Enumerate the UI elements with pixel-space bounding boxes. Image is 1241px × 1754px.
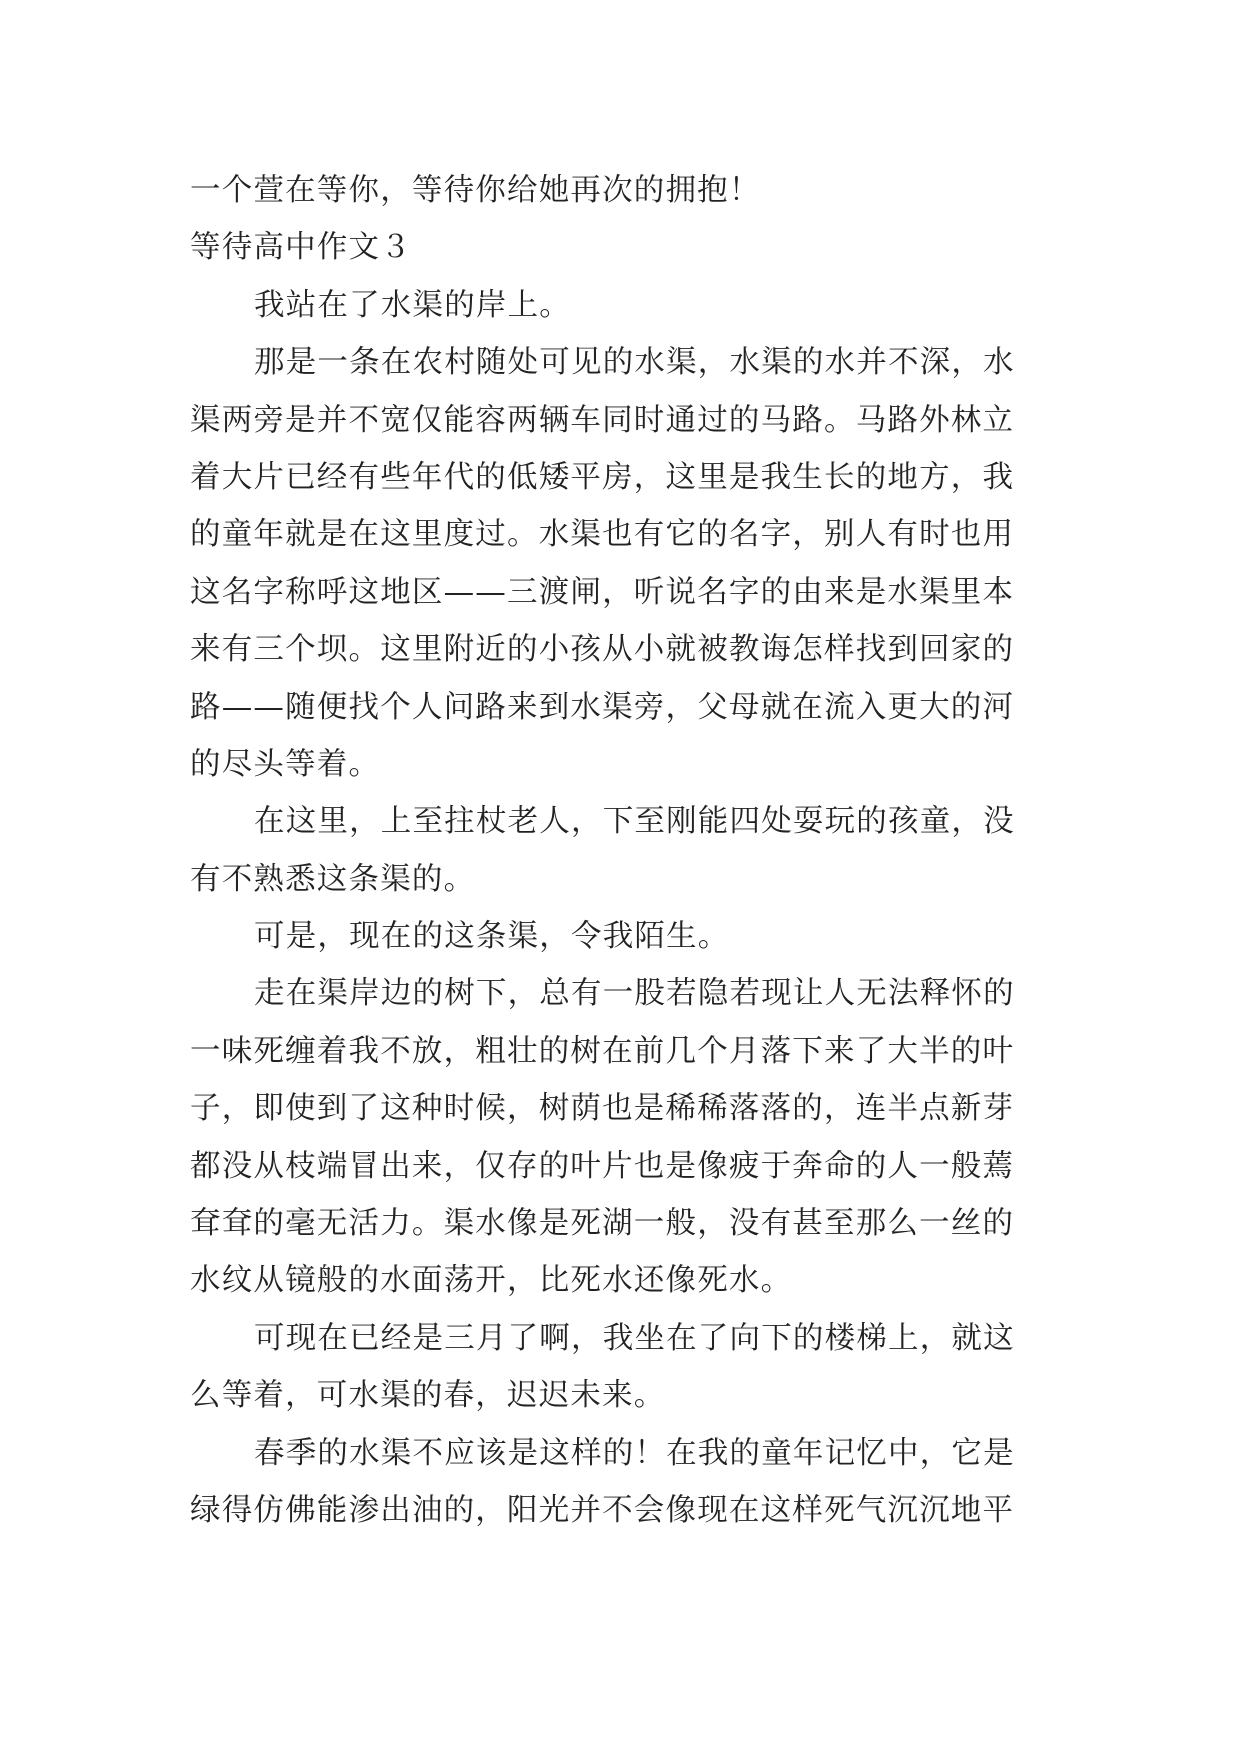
text-line-4: 那是一条在农村随处可见的水渠，水渠的水并不深，水 [254, 345, 1015, 381]
text-line-14: 可是，现在的这条渠，令我陌生。 [254, 919, 730, 955]
text-line-16: 一味死缠着我不放，粗壮的树在前几个月落下来了大半的叶 [190, 1033, 1015, 1069]
text-line-19: 耷耷的毫无活力。渠水像是死湖一般，没有甚至那么一丝的 [190, 1206, 1015, 1242]
text-line-5: 渠两旁是并不宽仅能容两辆车同时通过的马路。马路外林立 [190, 402, 1015, 438]
text-line-12: 在这里，上至拄杖老人，下至刚能四处耍玩的孩童，没 [254, 804, 1015, 840]
text-line-24: 绿得仿佛能渗出油的，阳光并不会像现在这样死气沉沉地平 [190, 1492, 1015, 1528]
article-title: 等待高中作文３ [190, 230, 412, 266]
text-line-22: 么等着，可水渠的春，迟迟未来。 [190, 1378, 666, 1414]
text-line-18: 都没从枝端冒出来，仅存的叶片也是像疲于奔命的人一般蔫 [190, 1148, 1015, 1184]
text-line-20: 水纹从镜般的水面荡开，比死水还像死水。 [190, 1263, 793, 1299]
text-line-13: 有不熟悉这条渠的。 [190, 861, 476, 897]
text-line-17: 子，即使到了这种时候，树荫也是稀稀落落的，连半点新芽 [190, 1091, 1015, 1127]
text-line-9: 来有三个坝。这里附近的小孩从小就被教诲怎样找到回家的 [190, 632, 1015, 668]
text-line-15: 走在渠岸边的树下，总有一股若隐若现让人无法释怀的 [254, 976, 1015, 1012]
text-line-23: 春季的水渠不应该是这样的！在我的童年记忆中，它是 [254, 1435, 1015, 1471]
text-line-6: 着大片已经有些年代的低矮平房，这里是我生长的地方，我 [190, 459, 1015, 495]
article-body [190, 162, 1050, 1539]
text-line-7: 的童年就是在这里度过。水渠也有它的名字，别人有时也用 [190, 517, 1015, 553]
text-line-1: 一个萱在等你，等待你给她再次的拥抱！ [190, 173, 761, 208]
text-line-10: 路——随便找个人问路来到水渠旁，父母就在流入更大的河 [190, 689, 1015, 725]
text-line-11: 的尽头等着。 [190, 746, 381, 782]
text-line-3: 我站在了水渠的岸上。 [254, 287, 571, 323]
text-line-8: 这名字称呼这地区——三渡闸，听说名字的由来是水渠里本 [190, 574, 1015, 610]
text-line-21: 可现在已经是三月了啊，我坐在了向下的楼梯上，就这 [254, 1320, 1015, 1356]
